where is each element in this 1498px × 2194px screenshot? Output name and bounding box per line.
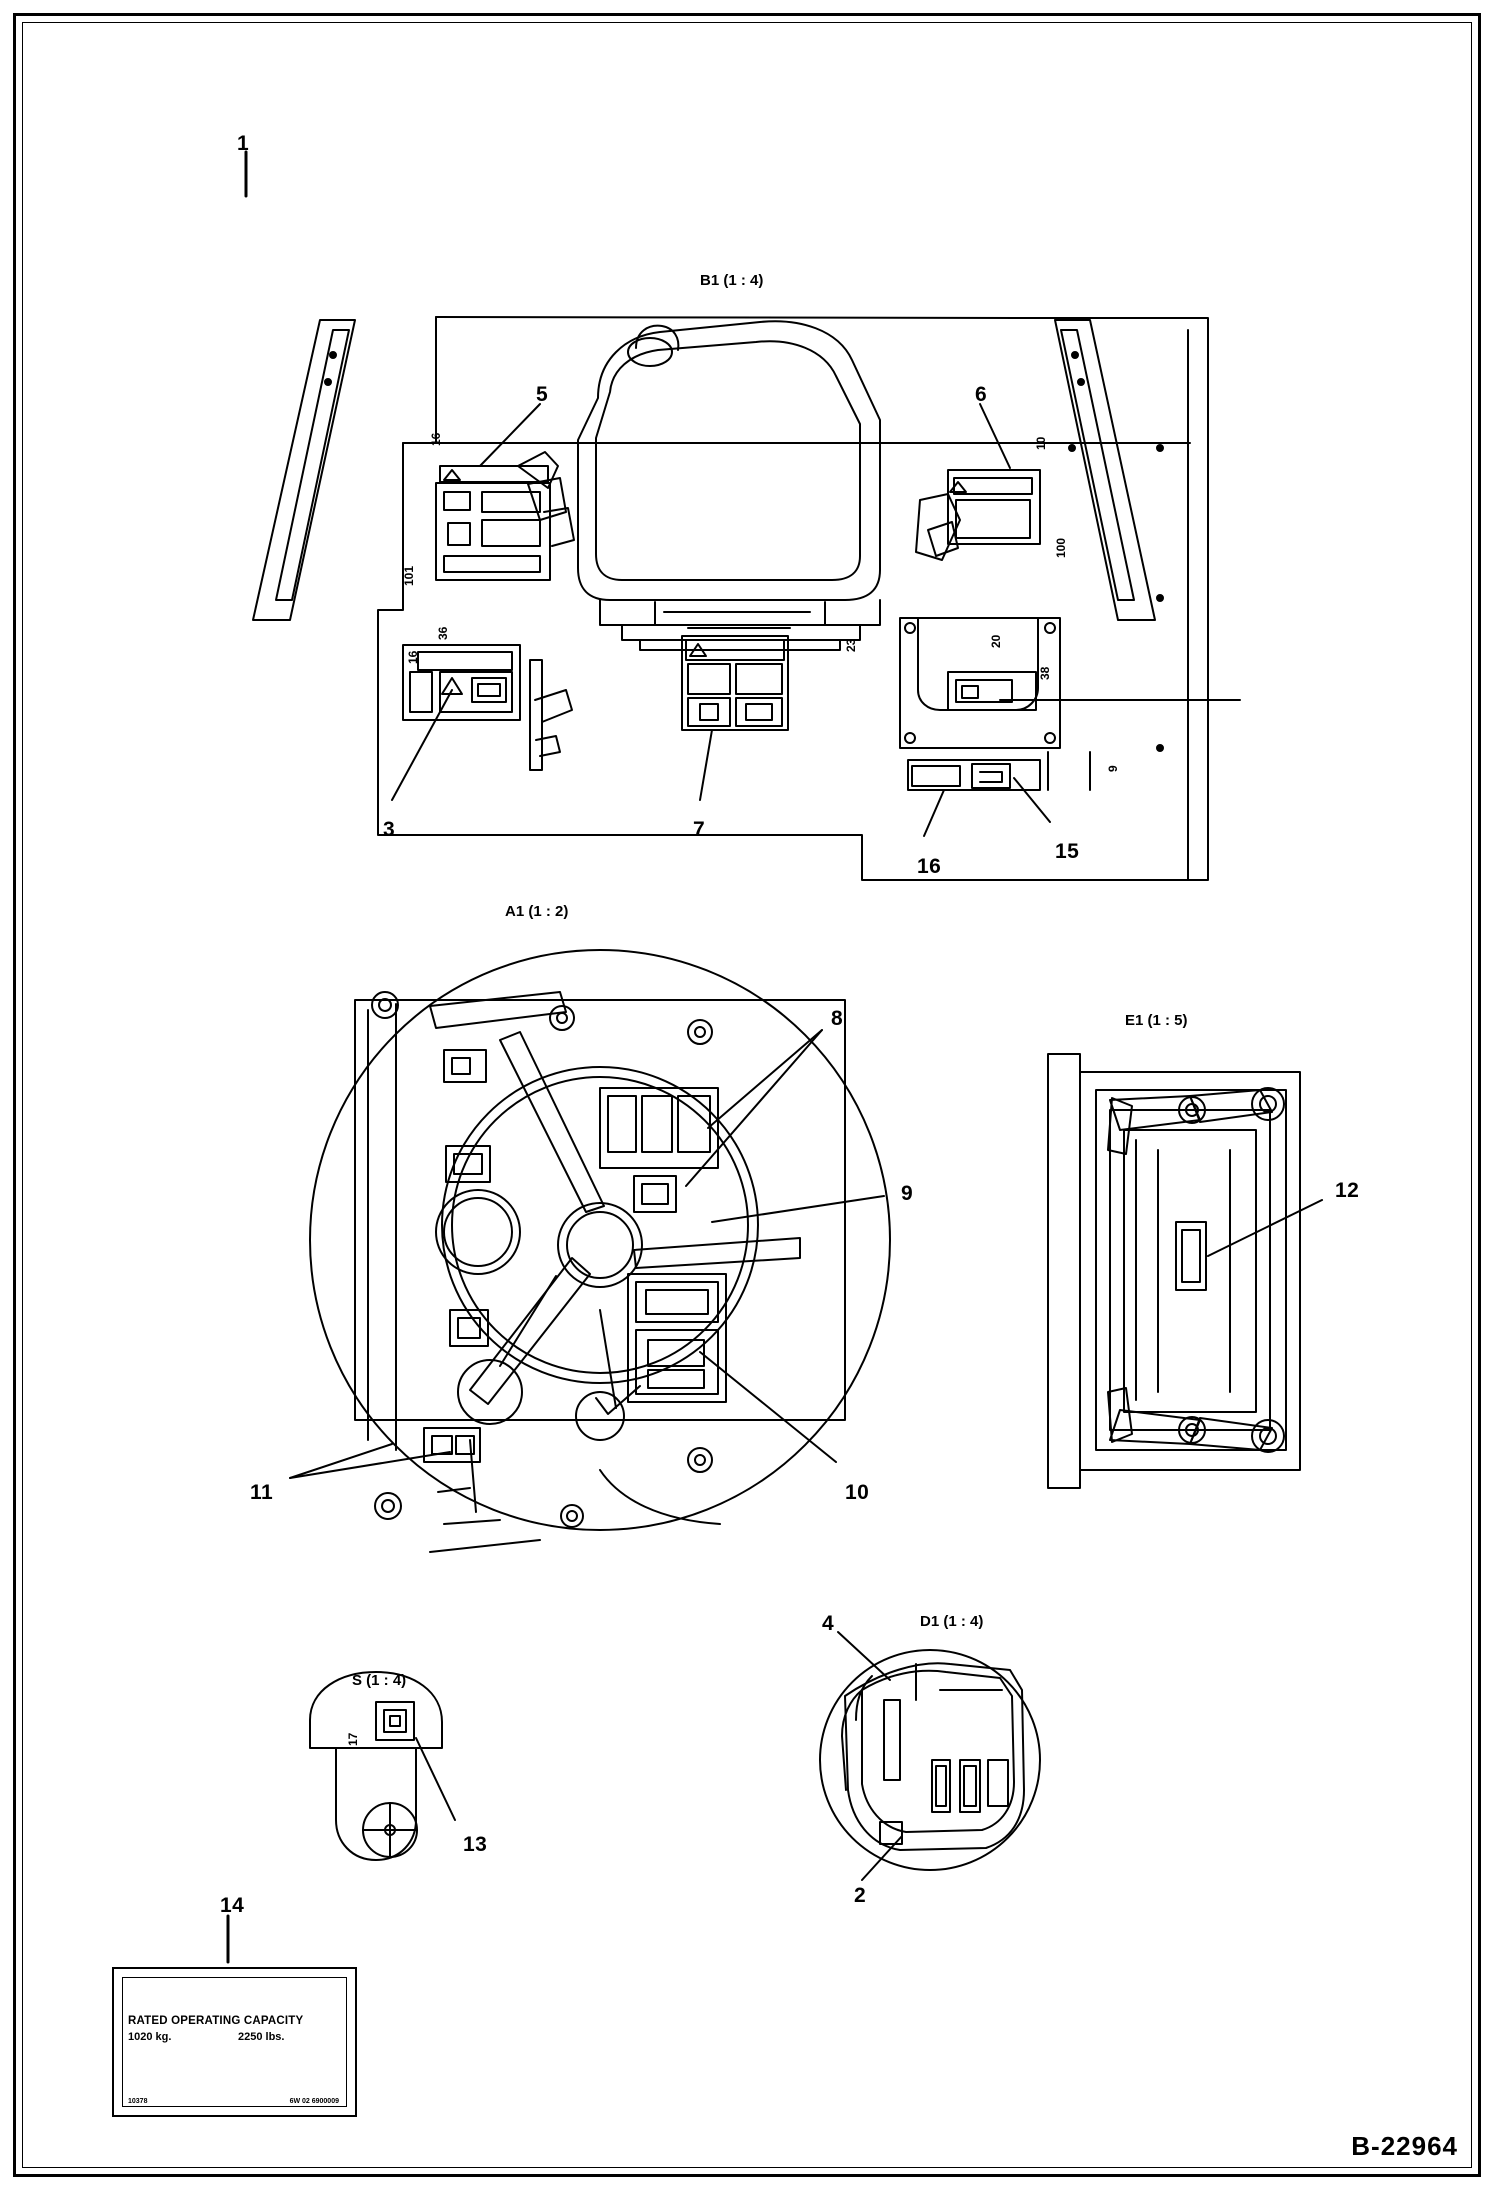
callout-5: 5 xyxy=(536,383,549,406)
item-tag-9: 9 xyxy=(1106,765,1120,772)
callout-16: 16 xyxy=(917,855,942,878)
callout-15: 15 xyxy=(1055,840,1080,863)
view-label-e1: E1 (1 : 5) xyxy=(1125,1012,1188,1029)
item-tag-101: 101 xyxy=(402,565,416,586)
item-tag-17: 17 xyxy=(346,1732,360,1746)
plate-serial-right: 6W 02 6900009 xyxy=(289,2098,339,2105)
callout-3: 3 xyxy=(383,818,396,841)
view-label-a1: A1 (1 : 2) xyxy=(505,903,569,920)
callout-12: 12 xyxy=(1335,1179,1360,1202)
callout-8: 8 xyxy=(831,1007,844,1030)
view-label-b1: B1 (1 : 4) xyxy=(700,272,764,289)
item-tag-23: 23 xyxy=(844,638,858,652)
callout-2: 2 xyxy=(854,1884,867,1907)
plate-serial-left: 10378 xyxy=(128,2098,148,2105)
item-tag-16-b: 16 xyxy=(406,650,420,664)
item-tag-36: 36 xyxy=(436,626,450,640)
plate-capacity-imperial: 2250 lbs. xyxy=(238,2031,285,2043)
view-label-d1: D1 (1 : 4) xyxy=(920,1613,984,1630)
callout-4: 4 xyxy=(822,1612,835,1635)
plate-capacity-metric: 1020 kg. xyxy=(128,2031,172,2043)
callout-7: 7 xyxy=(693,818,706,841)
callout-14: 14 xyxy=(220,1894,245,1917)
view-label-s: S (1 : 4) xyxy=(352,1672,407,1689)
item-tag-38: 38 xyxy=(1038,666,1052,680)
callout-11: 11 xyxy=(250,1481,274,1504)
item-tag-10: 10 xyxy=(1034,436,1048,450)
item-tag-100: 100 xyxy=(1054,537,1068,558)
callout-6: 6 xyxy=(975,383,988,406)
callout-9: 9 xyxy=(901,1182,914,1205)
item-tag-16-a: 16 xyxy=(429,432,443,446)
callout-10: 10 xyxy=(845,1481,870,1504)
drawing-number: B-22964 xyxy=(1351,2131,1458,2161)
rated-operating-capacity-plate xyxy=(112,1967,357,2117)
callout-13: 13 xyxy=(463,1833,488,1856)
item-tag-20: 20 xyxy=(989,634,1003,648)
callout-1: 1 xyxy=(237,132,250,155)
sheet-border-inner xyxy=(22,22,1472,2168)
plate-title: RATED OPERATING CAPACITY xyxy=(128,2015,304,2027)
